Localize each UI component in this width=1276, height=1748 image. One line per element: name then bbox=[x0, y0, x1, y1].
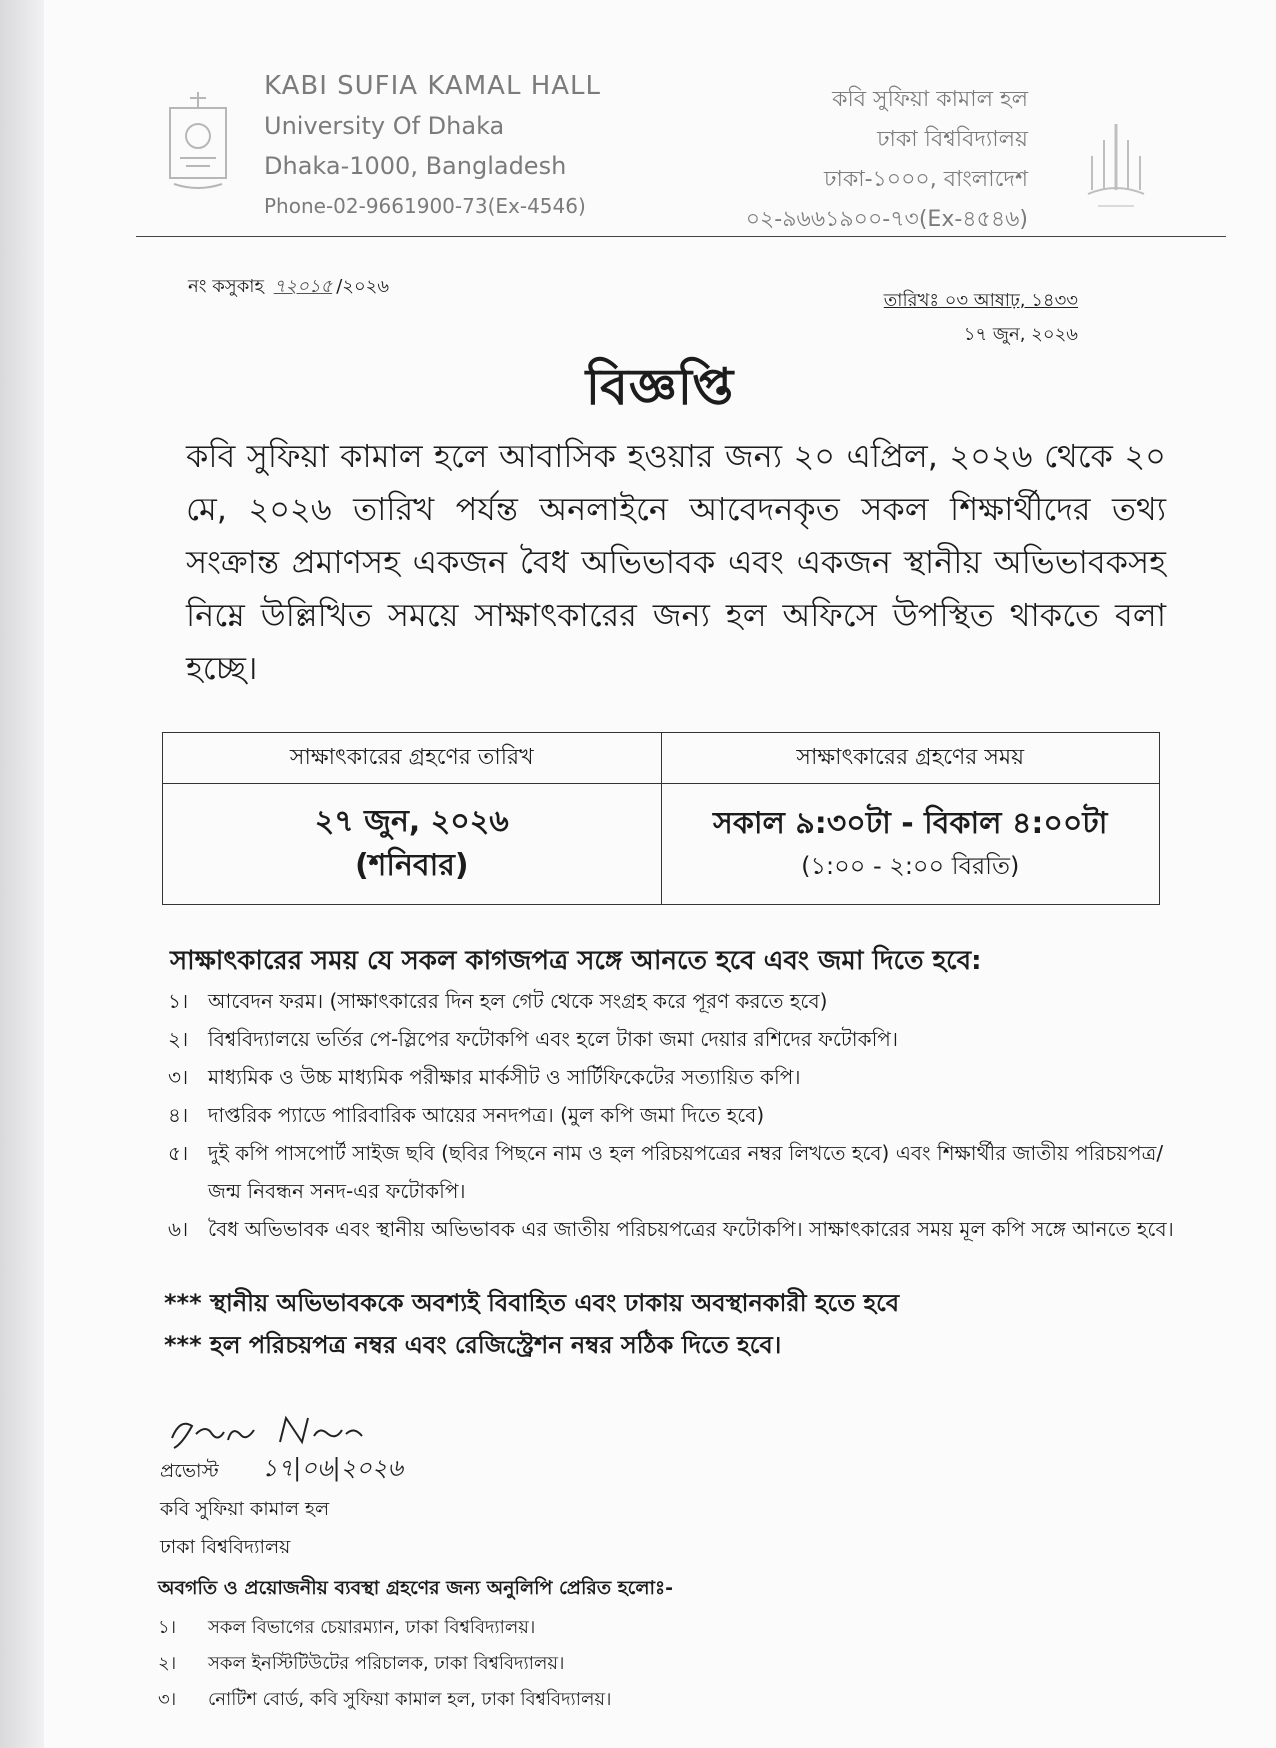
signature-block bbox=[160, 1452, 329, 1566]
table-row bbox=[163, 784, 1160, 905]
cell-date bbox=[163, 784, 662, 905]
item-number: ৬। bbox=[168, 1217, 189, 1241]
university-name-bn: ঢাকা বিশ্ববিদ্যালয় bbox=[877, 127, 1028, 152]
item-number: ৩। bbox=[168, 1065, 189, 1089]
item-text: মাধ্যমিক ও উচ্চ মাধ্যমিক পরীক্ষার মার্কসীট ও সার্টিফিকেটের সত্যায়িত কপি। bbox=[208, 1065, 801, 1089]
university-name-en: University Of Dhaka bbox=[264, 112, 505, 140]
provost-signature bbox=[162, 1404, 382, 1454]
item-text: সকল বিভাগের চেয়ারম্যান, ঢাকা বিশ্ববিদ্যালয়। bbox=[208, 1617, 536, 1638]
signature-date: ১৭|০৬|২০২৬ bbox=[262, 1454, 403, 1482]
list-item bbox=[168, 1020, 1178, 1058]
note-id-numbers: *** হল পরিচয়পত্র নম্বর এবং রেজিস্ট্রেশন নম্বর সঠিক দিতে হবে। bbox=[164, 1331, 782, 1359]
notice-page bbox=[44, 0, 1276, 1748]
table-header-row bbox=[163, 733, 1160, 784]
date-gregorian: ১৭ জুন, ২০২৬ bbox=[963, 324, 1078, 345]
interview-day: (শনিবার) bbox=[354, 848, 469, 883]
cell-time bbox=[661, 784, 1160, 905]
list-item bbox=[158, 1610, 611, 1646]
header-date: সাক্ষাৎকারের গ্রহণের তারিখ bbox=[163, 733, 662, 784]
date-bangla: তারিখঃ ০৩ আষাঢ়, ১৪৩৩ bbox=[883, 290, 1078, 311]
note-local-guardian: *** স্থানীয় অভিভাবককে অবশ্যই বিবাহিত এবং ঢাকায় অবস্থানকারী হতে হবে bbox=[164, 1289, 900, 1317]
list-item bbox=[168, 1210, 1178, 1248]
signatory-role: প্রভোস্ট bbox=[160, 1460, 219, 1482]
notice-title: বিজ্ঞপ্তি bbox=[585, 358, 735, 416]
phone-en: Phone-02-9661900-73(Ex-4546) bbox=[264, 194, 586, 218]
interview-date: ২৭ জুন, ২০২৬ bbox=[314, 804, 509, 839]
letterhead-english bbox=[264, 66, 601, 226]
interview-break: (১:০০ - ২:০০ বিরতি) bbox=[801, 852, 1020, 880]
item-text: দাপ্তরিক প্যাডে পারিবারিক আয়ের সনদপত্র। (মুল কপি জমা দিতে হবে) bbox=[208, 1103, 765, 1127]
requirements-heading: সাক্ষাৎকারের সময় যে সকল কাগজপত্র সঙ্গে আনতে হবে এবং জমা দিতে হবে: bbox=[170, 946, 982, 976]
scan-edge bbox=[0, 0, 44, 1748]
copy-to-list bbox=[158, 1610, 611, 1718]
item-text: সকল ইনস্টিটিউটের পরিচালক, ঢাকা বিশ্ববিদ্যালয়। bbox=[208, 1653, 565, 1674]
item-text: বিশ্ববিদ্যালয়ে ভর্তির পে-স্লিপের ফটোকপি এবং হলে টাকা জমা দেয়ার রশিদের ফটোকপি। bbox=[208, 1027, 899, 1051]
list-item bbox=[168, 1058, 1178, 1096]
address-en: Dhaka-1000, Bangladesh bbox=[264, 152, 567, 180]
interview-schedule-table bbox=[162, 732, 1160, 905]
address-bn: ঢাকা-১০০০, বাংলাদেশ bbox=[824, 167, 1028, 192]
header-time: সাক্ষাৎকারের গ্রহণের সময় bbox=[661, 733, 1160, 784]
item-number: ৪। bbox=[168, 1103, 189, 1127]
letterhead-bangla bbox=[746, 80, 1028, 240]
list-item bbox=[158, 1682, 611, 1718]
item-number: ৫। bbox=[168, 1141, 189, 1165]
list-item bbox=[158, 1646, 611, 1682]
reference-value: ৭২০১৫ bbox=[273, 276, 333, 297]
hall-emblem-logo bbox=[1084, 120, 1148, 220]
important-notes bbox=[164, 1282, 1164, 1366]
item-text: দুই কপি পাসপোর্ট সাইজ ছবি (ছবির পিছনে নাম ও হল পরিচয়পত্রের নম্বর লিখতে হবে) এবং শিক্ষার্থীর জাতীয় পরিচয়পত্র/জন্ম নিবন্ধন সনদ-এর ফটোকপি। bbox=[208, 1141, 1164, 1203]
notice-body: কবি সুফিয়া কামাল হলে আবাসিক হওয়ার জন্য ২০ এপ্রিল, ২০২৬ থেকে ২০ মে, ২০২৬ তারিখ পর্যন্ত অনলাইনে আবেদনকৃত সকল শিক্ষার্থীদের তথ্য সংক্রান্ত প্রমাণসহ একজন বৈধ অভিভাবক এবং একজন স্থানীয় অভিভাবকসহ নিম্নে উল্লিখিত সময়ে সাক্ষাৎকারের জন্য হল অফিসে উপস্থিত থাকতে বলা হচ্ছে। bbox=[186, 437, 1166, 687]
item-number: ২। bbox=[168, 1027, 189, 1051]
item-text: নোটিশ বোর্ড, কবি সুফিয়া কামাল হল, ঢাকা বিশ্ববিদ্যালয়। bbox=[208, 1689, 612, 1710]
phone-bn: ০২-৯৬৬১৯০০-৭৩(Ex-৪৫৪৬) bbox=[745, 207, 1028, 232]
letterhead-divider bbox=[136, 236, 1226, 237]
item-text: আবেদন ফরম। (সাক্ষাৎকারের দিন হল গেট থেকে সংগ্রহ করে পূরণ করতে হবে) bbox=[208, 989, 828, 1013]
hall-name-en: KABI SUFIA KAMAL HALL bbox=[264, 71, 602, 101]
list-item bbox=[168, 982, 1178, 1020]
notice-date bbox=[884, 284, 1078, 352]
reference-year: /২০২৬ bbox=[336, 276, 390, 297]
list-item bbox=[168, 1134, 1178, 1210]
reference-number bbox=[188, 272, 389, 303]
item-number: ১। bbox=[158, 1617, 177, 1638]
item-number: ১। bbox=[168, 989, 189, 1013]
list-item bbox=[168, 1096, 1178, 1134]
copy-to-heading: অবগতি ও প্রয়োজনীয় ব্যবস্থা গ্রহণের জন্য অনুলিপি প্রেরিত হলোঃ- bbox=[158, 1577, 673, 1599]
university-crest-logo bbox=[166, 88, 230, 196]
hall-name-bn: কবি সুফিয়া কামাল হল bbox=[832, 87, 1028, 112]
item-text: বৈধ অভিভাবক এবং স্থানীয় অভিভাবক এর জাতীয় পরিচয়পত্রের ফটোকপি। সাক্ষাৎকারের সময় মূল কপি সঙ্গে আনতে হবে। bbox=[208, 1217, 1174, 1241]
item-number: ৩। bbox=[158, 1689, 177, 1710]
requirements-list bbox=[168, 982, 1178, 1248]
signatory-university: ঢাকা বিশ্ববিদ্যালয় bbox=[160, 1536, 291, 1558]
interview-time: সকাল ৯:৩০টা - বিকাল ৪:০০টা bbox=[713, 806, 1108, 841]
signatory-hall: কবি সুফিয়া কামাল হল bbox=[160, 1498, 330, 1520]
item-number: ২। bbox=[158, 1653, 177, 1674]
reference-label: নং কসুকাহ bbox=[188, 276, 264, 297]
